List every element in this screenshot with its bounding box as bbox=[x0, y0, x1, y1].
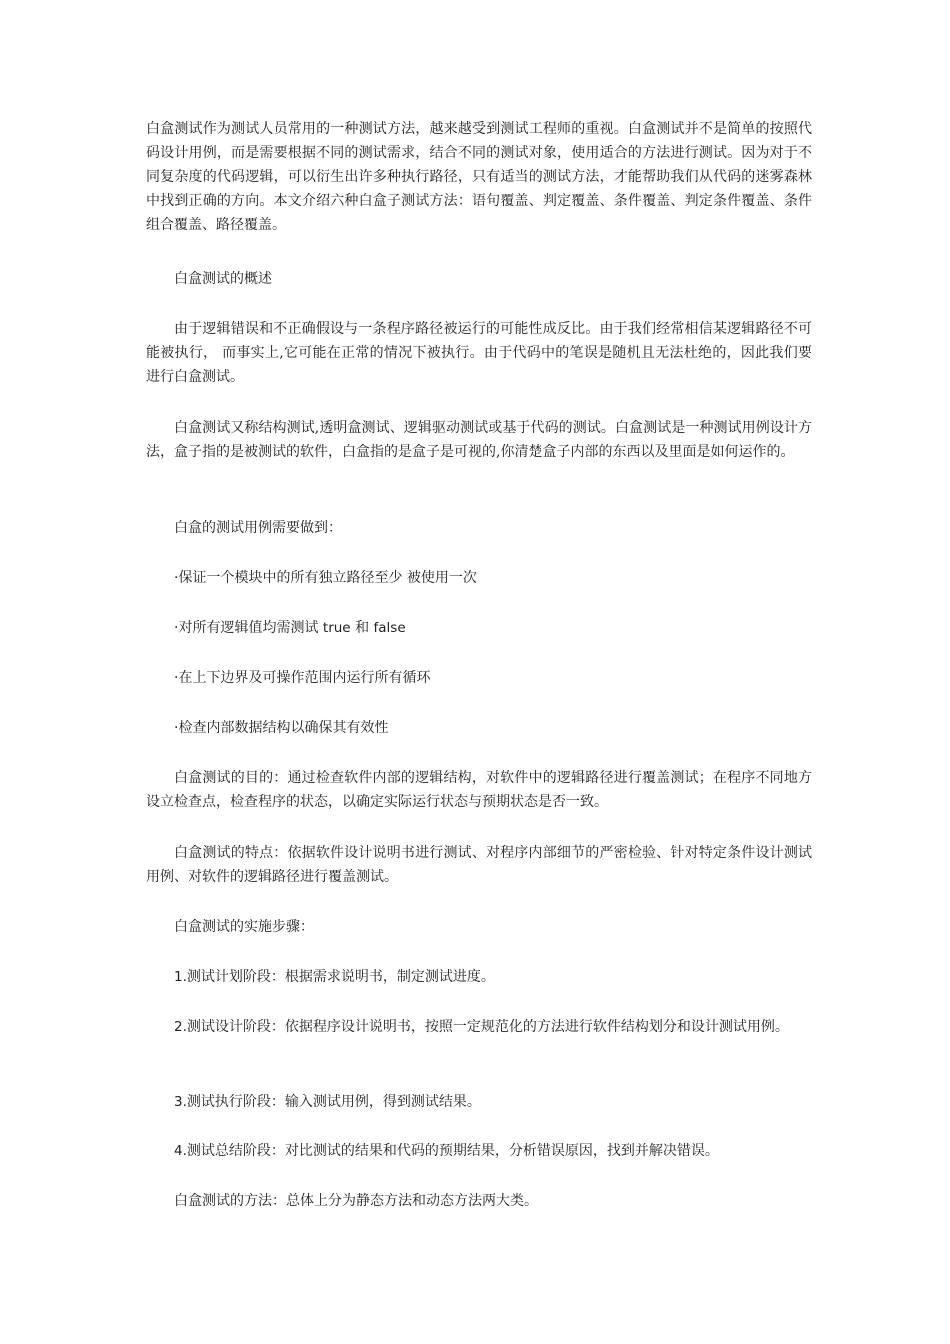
requirement-item-2-text: ·对所有逻辑值均需测试 bbox=[174, 620, 323, 636]
step-3-number: 3. bbox=[174, 1094, 187, 1110]
step-2 bbox=[146, 1015, 812, 1039]
step-4-number: 4. bbox=[174, 1143, 187, 1159]
false-keyword: false bbox=[373, 620, 406, 636]
step-4-text: 测试总结阶段：对比测试的结果和代码的预期结果，分析错误原因，找到并解决错误。 bbox=[186, 1143, 719, 1159]
step-1 bbox=[146, 965, 812, 989]
methods-paragraph: 白盒测试的方法：总体上分为静态方法和动态方法两大类。 bbox=[174, 1193, 538, 1209]
step-1-text: 测试计划阶段：根据需求说明书，制定测试进度。 bbox=[186, 969, 495, 985]
purpose-paragraph: 白盒测试的目的：通过检查软件内部的逻辑结构，对软件中的逻辑路径进行覆盖测试；在程序不同地方设立检查点，检查程序的状态，以确定实际运行状态与预期状态是否一致。 bbox=[146, 770, 812, 810]
steps-heading: 白盒测试的实施步骤： bbox=[174, 919, 314, 935]
step-2-text: 测试设计阶段：依据程序设计说明书，按照一定规范化的方法进行软件结构划分和设计测试用例。 bbox=[186, 1019, 789, 1035]
overview-paragraph-2: 白盒测试又称结构测试,透明盒测试、逻辑驱动测试或基于代码的测试。白盒测试是一种测试用例设计方法，盒子指的是被测试的软件，白盒指的是盒子是可视的,你清楚盒子内部的东西以及里面是如何运作的。 bbox=[146, 420, 812, 460]
requirement-item-3: ·在上下边界及可操作范围内运行所有循环 bbox=[174, 670, 431, 686]
requirement-item-4: ·检查内部数据结构以确保其有效性 bbox=[174, 720, 389, 736]
step-2-number: 2. bbox=[174, 1019, 187, 1035]
requirement-item-1: ·保证一个模块中的所有独立路径至少 被使用一次 bbox=[174, 570, 477, 586]
requirement-item-2 bbox=[146, 616, 812, 640]
and-text: 和 bbox=[350, 620, 374, 636]
requirements-heading: 白盒的测试用例需要做到： bbox=[174, 520, 342, 536]
step-3 bbox=[146, 1090, 812, 1114]
overview-heading: 白盒测试的概述 bbox=[174, 271, 272, 287]
overview-paragraph-1: 由于逻辑错误和不正确假设与一条程序路径被运行的可能性成反比。由于我们经常相信某逻辑路径不可能被执行， 而事实上,它可能在正常的情况下被执行。由于代码中的笔误是随机且无法杜绝的，因此我们要进行白盒测试。 bbox=[146, 321, 812, 385]
features-paragraph: 白盒测试的特点：依据软件设计说明书进行测试、对程序内部细节的严密检验、针对特定条件设计测试用例、对软件的逻辑路径进行覆盖测试。 bbox=[146, 845, 812, 885]
true-keyword: true bbox=[322, 620, 351, 636]
step-3-text: 测试执行阶段：输入测试用例，得到测试结果。 bbox=[186, 1094, 481, 1110]
intro-paragraph: 白盒测试作为测试人员常用的一种测试方法，越来越受到测试工程师的重视。白盒测试并不是简单的按照代码设计用例，而是需要根据不同的测试需求，结合不同的测试对象，使用适合的方法进行测试。因为对于不同复杂度的代码逻辑，可以衍生出许多种执行路径，只有适当的测试方法，才能帮助我们从代码的迷雾森林中找到正确的方向。本文介绍六种白盒子测试方法：语句覆盖、判定覆盖、条件覆盖、判定条件覆盖、条件组合覆盖、路径覆盖。 bbox=[146, 121, 812, 233]
step-1-number: 1. bbox=[174, 969, 187, 985]
step-4 bbox=[146, 1139, 812, 1163]
